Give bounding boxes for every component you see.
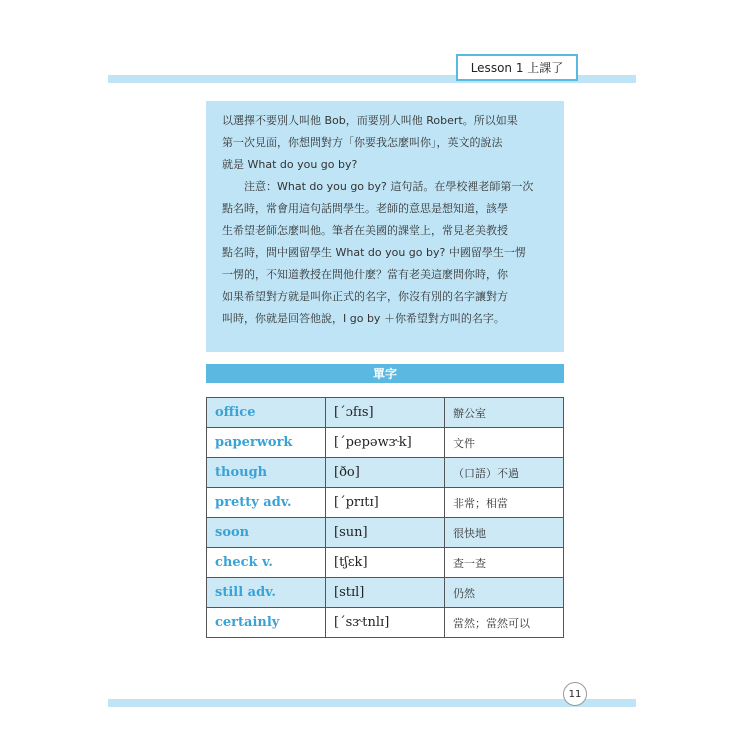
vocab-word: pretty adv. bbox=[207, 488, 326, 518]
vocab-ipa: [sun] bbox=[326, 518, 445, 548]
vocab-section-title bbox=[206, 364, 564, 383]
table-row bbox=[207, 578, 564, 608]
table-row bbox=[207, 428, 564, 458]
table-row bbox=[207, 398, 564, 428]
page-number-badge bbox=[563, 682, 587, 706]
vocab-table bbox=[206, 397, 564, 638]
vocab-ipa: [ˊɔfɪs] bbox=[326, 398, 445, 428]
vocab-word: paperwork bbox=[207, 428, 326, 458]
vocab-meaning: 很快地 bbox=[445, 518, 564, 548]
table-row bbox=[207, 458, 564, 488]
table-row bbox=[207, 608, 564, 638]
note-line: 叫時，你就是回答他說，I go by ＋你希望對方叫的名字。 bbox=[222, 312, 505, 325]
vocab-ipa: [stɪl] bbox=[326, 578, 445, 608]
vocab-ipa: [ˊpepəwɝk] bbox=[326, 428, 445, 458]
table-row bbox=[207, 548, 564, 578]
vocab-ipa: [tʃɛk] bbox=[326, 548, 445, 578]
vocab-word: still adv. bbox=[207, 578, 326, 608]
vocab-word: certainly bbox=[207, 608, 326, 638]
vocab-word: check v. bbox=[207, 548, 326, 578]
note-box bbox=[206, 101, 564, 352]
vocab-word: office bbox=[207, 398, 326, 428]
page-number: 11 bbox=[568, 688, 582, 700]
vocab-meaning: 當然；當然可以 bbox=[445, 608, 564, 638]
vocab-word: soon bbox=[207, 518, 326, 548]
note-line: 點名時，常會用這句話問學生。老師的意思是想知道，該學 bbox=[222, 202, 508, 215]
footer-bar bbox=[108, 699, 636, 707]
table-row bbox=[207, 518, 564, 548]
note-line: 第一次見面，你想問對方「你要我怎麼叫你」，英文的說法 bbox=[222, 136, 503, 149]
vocab-ipa: [ˊprɪtɪ] bbox=[326, 488, 445, 518]
vocab-meaning: 辦公室 bbox=[445, 398, 564, 428]
lesson-tab bbox=[456, 54, 578, 81]
note-line: 注意：What do you go by? 這句話。在學校裡老師第一次 bbox=[244, 180, 534, 193]
vocab-meaning: 查一查 bbox=[445, 548, 564, 578]
note-line: 一愣的，不知道教授在問他什麼？當有老美這麼問你時，你 bbox=[222, 268, 508, 281]
vocab-ipa: [ðo] bbox=[326, 458, 445, 488]
vocab-meaning: 文件 bbox=[445, 428, 564, 458]
vocab-ipa: [ˊsɝtnlɪ] bbox=[326, 608, 445, 638]
vocab-meaning: 仍然 bbox=[445, 578, 564, 608]
vocab-title: 單字 bbox=[372, 367, 397, 381]
note-line: 生希望老師怎麼叫他。筆者在美國的課堂上，常見老美教授 bbox=[222, 224, 508, 237]
vocab-meaning: 非常；相當 bbox=[445, 488, 564, 518]
vocab-meaning: （口語）不過 bbox=[445, 458, 564, 488]
note-line: 如果希望對方就是叫你正式的名字，你沒有別的名字讓對方 bbox=[222, 290, 508, 303]
note-line: 就是 What do you go by? bbox=[222, 158, 358, 171]
note-line: 點名時，問中國留學生 What do you go by? 中國留學生一愣 bbox=[222, 246, 526, 259]
lesson-label: Lesson 1 上課了 bbox=[470, 61, 564, 75]
note-line: 以選擇不要別人叫他 Bob，而要別人叫他 Robert。所以如果 bbox=[222, 114, 518, 127]
vocab-word: though bbox=[207, 458, 326, 488]
table-row bbox=[207, 488, 564, 518]
